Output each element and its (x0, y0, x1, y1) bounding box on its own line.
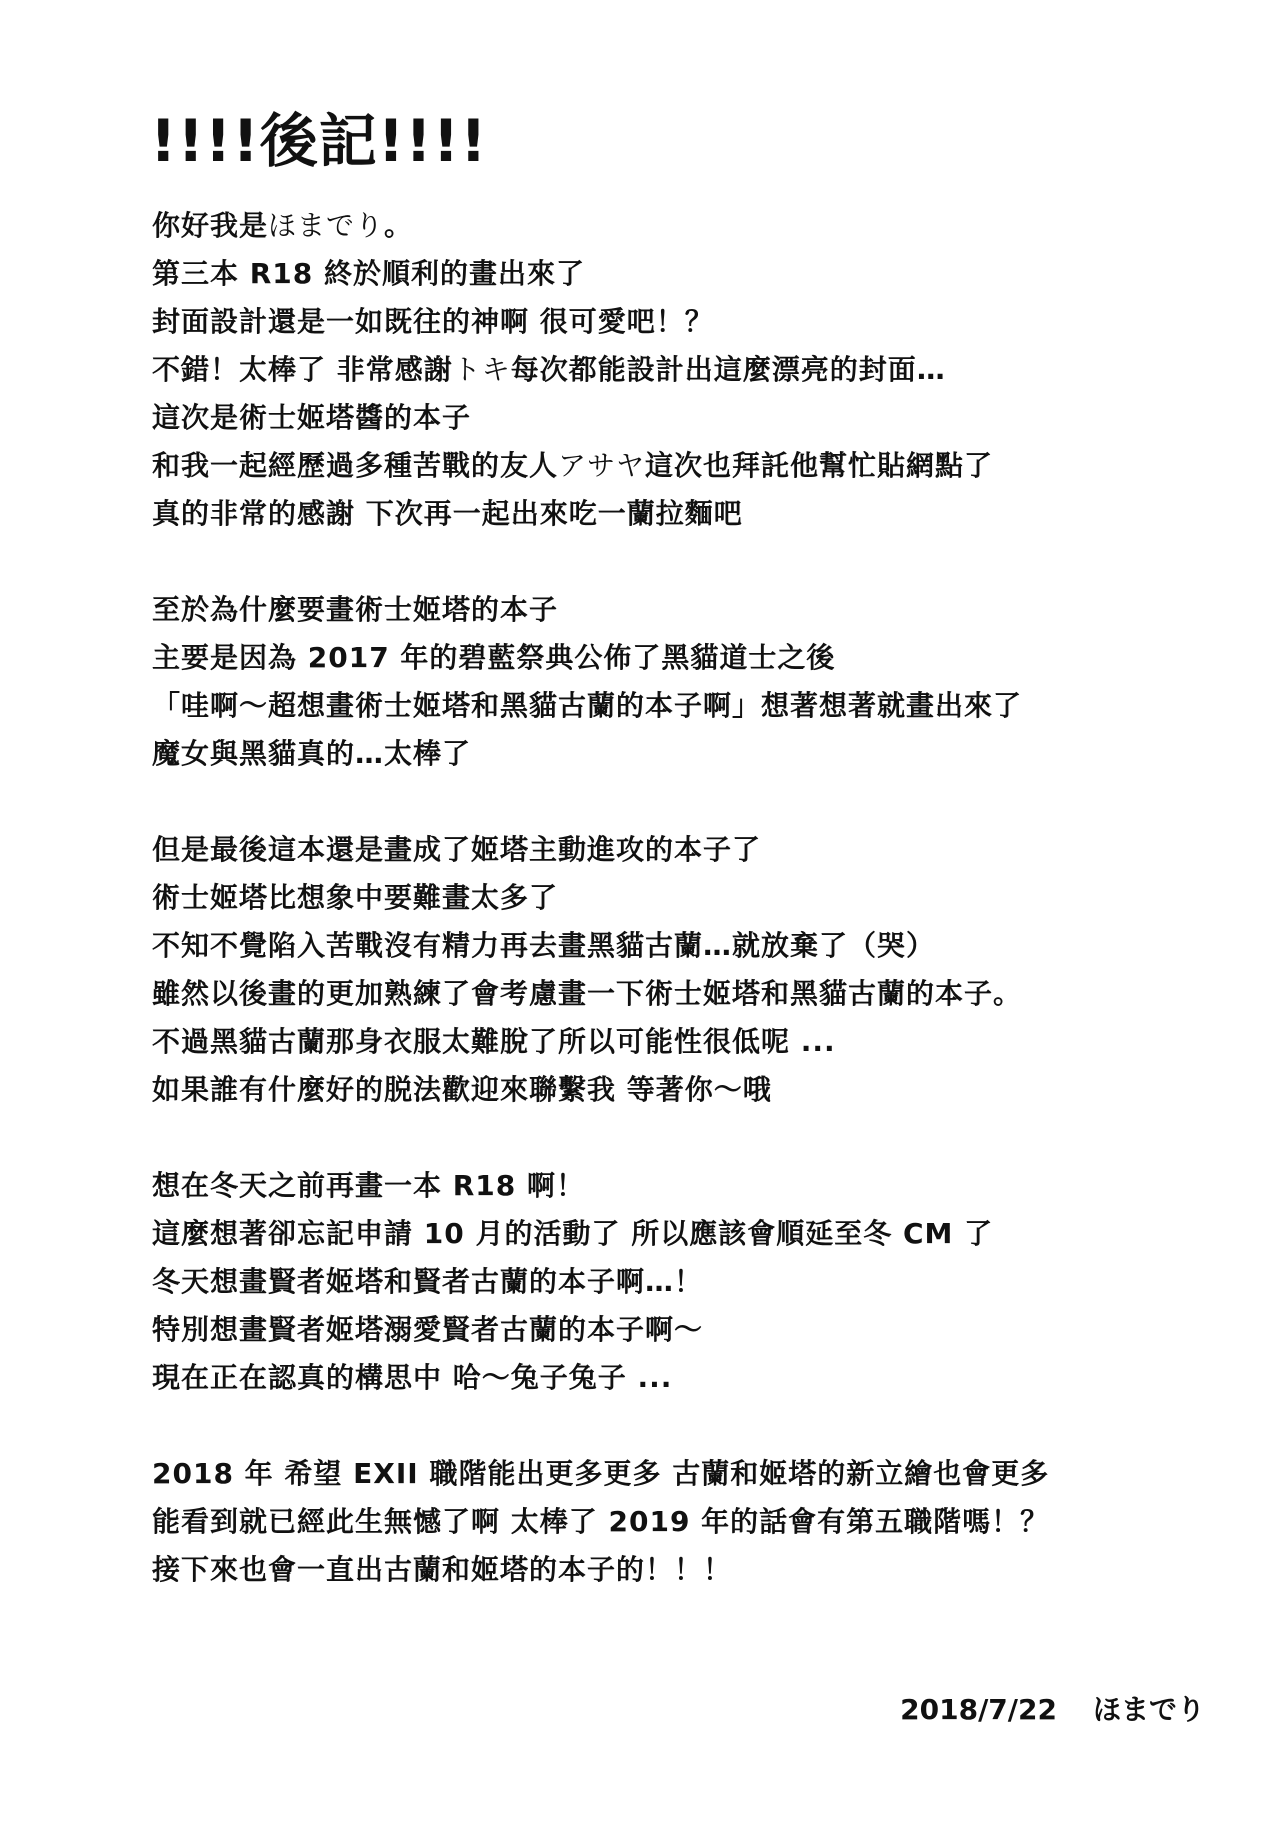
text-line: 至於為什麼要畫術士姬塔的本子 (152, 593, 559, 626)
signature-author: ほまでり (1092, 1693, 1205, 1726)
text-line: 現在正在認真的構思中 哈～兔子兔子 ... (152, 1361, 673, 1394)
text-line: 冬天想畫賢者姬塔和賢者古蘭的本子啊…！ (152, 1265, 704, 1298)
text-line: 魔女與黑貓真的…太棒了 (152, 737, 472, 770)
signature (900, 1690, 1205, 1730)
text-line: 但是最後這本還是畫成了姬塔主動進攻的本子了 (152, 833, 762, 866)
text-line: 不錯！太棒了 非常感謝トキ每次都能設計出這麼漂亮的封面… (152, 353, 946, 386)
text-line: 特別想畫賢者姬塔溺愛賢者古蘭的本子啊～ (152, 1313, 704, 1346)
text-line: 2018 年 希望 EXII 職階能出更多更多 古蘭和姬塔的新立繪也會更多 (152, 1457, 1050, 1490)
paragraph (152, 1162, 1162, 1402)
text-line: 接下來也會一直出古蘭和姬塔的本子的！！！ (152, 1553, 733, 1586)
text-line: 不知不覺陷入苦戰沒有精力再去畫黑貓古蘭…就放棄了（哭） (152, 929, 936, 962)
text-line: 想在冬天之前再畫一本 R18 啊！ (152, 1169, 586, 1202)
text-line: 能看到就已經此生無憾了啊 太棒了 2019 年的話會有第五職階嗎！？ (152, 1505, 1050, 1538)
text-line: 不過黑貓古蘭那身衣服太難脫了所以可能性很低呢 ... (152, 1025, 836, 1058)
text-line: 雖然以後畫的更加熟練了會考慮畫一下術士姬塔和黑貓古蘭的本子。 (152, 977, 1023, 1010)
text-line: 「哇啊～超想畫術士姬塔和黑貓古蘭的本子啊」想著想著就畫出來了 (152, 689, 1023, 722)
text-line: 第三本 R18 終於順利的畫出來了 (152, 257, 586, 290)
paragraph (152, 1450, 1162, 1594)
afterword-body (152, 202, 1162, 1642)
text-line: 如果誰有什麼好的脱法歡迎來聯繫我 等著你～哦 (152, 1073, 772, 1106)
text-line: 主要是因為 2017 年的碧藍祭典公佈了黑貓道士之後 (152, 641, 836, 674)
text-line: 和我一起經歷過多種苦戰的友人アサヤ這次也拜託他幫忙貼網點了 (152, 449, 994, 482)
text-line: 這麼想著卻忘記申請 10 月的活動了 所以應該會順延至冬 CM 了 (152, 1217, 994, 1250)
paragraph (152, 202, 1162, 538)
text-line: 術士姬塔比想象中要難畫太多了 (152, 881, 559, 914)
page-title: !!!!後記!!!! (150, 107, 488, 175)
signature-date: 2018/7/22 (900, 1693, 1057, 1726)
paragraph (152, 586, 1162, 778)
text-line: 這次是術士姬塔醬的本子 (152, 401, 472, 434)
text-line: 封面設計還是一如既往的神啊 很可愛吧！？ (152, 305, 714, 338)
text-line: 真的非常的感謝 下次再一起出來吃一蘭拉麵吧 (152, 497, 743, 530)
text-line: 你好我是ほまでり。 (152, 209, 414, 242)
paragraph (152, 826, 1162, 1114)
